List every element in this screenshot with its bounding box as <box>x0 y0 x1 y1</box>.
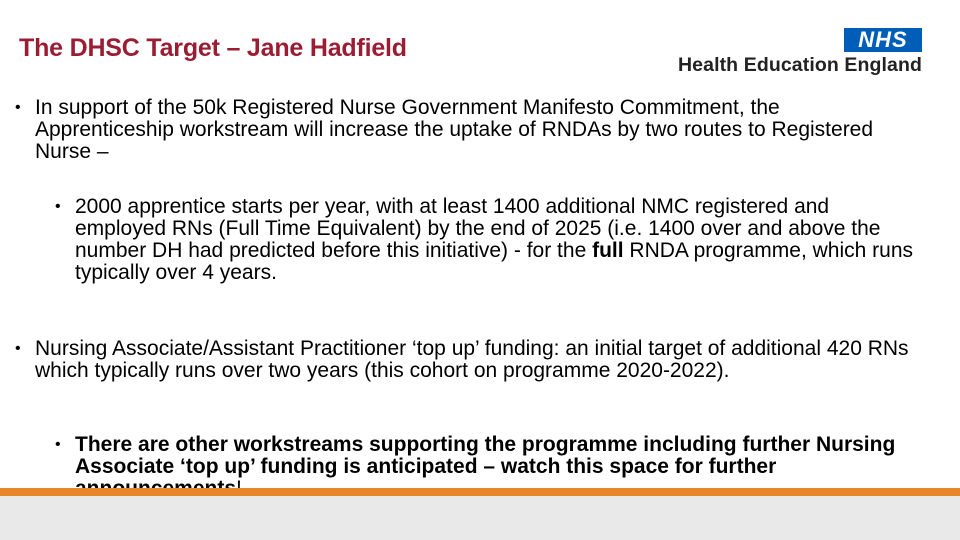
org-name: Health Education England <box>678 54 922 76</box>
footer-bar <box>0 488 960 496</box>
nhs-badge: NHS <box>844 28 922 52</box>
bullet-emphasis: full <box>592 239 624 262</box>
footer-area <box>0 496 960 540</box>
bullet-dot: • <box>55 198 61 215</box>
bullet-dot: • <box>15 340 21 357</box>
bullet-text: RNDA programme, which runs typically over 4 years. <box>75 239 914 284</box>
bullet-item <box>15 337 915 382</box>
bullet-text: In support of the 50k Registered Nurse Government Manifesto Commitment, the Apprenticeship workstream will increase the uptake of RNDAs by two routes to Registered Nurse – <box>35 96 874 163</box>
bullet-text: There are other workstreams supporting the programme including further Nursing Associate ‘top up’ funding is anticipated – watch this space for further <box>75 433 896 478</box>
bullet-dot: • <box>15 99 21 116</box>
slide-title: The DHSC Target – Jane Hadfield <box>19 34 407 62</box>
bullet-dot: • <box>55 436 61 453</box>
bullet-text: Nursing Associate/Assistant Practitioner ‘top up’ funding: an initial target of additional 420 RNs which typically runs over two years (this cohort on programme 2020-2022). <box>35 337 909 382</box>
bullet-text: 2000 apprentice starts per year, with at least 1400 additional NMC registered and employed RNs (Full Time Equivalent) by the end of 2025 (i.e. 1400 over and above the number DH had predicted before this initiative) - for the <box>75 195 881 262</box>
bullet-item <box>15 96 915 163</box>
hee-logo <box>598 26 928 78</box>
bullet-item <box>55 195 915 284</box>
